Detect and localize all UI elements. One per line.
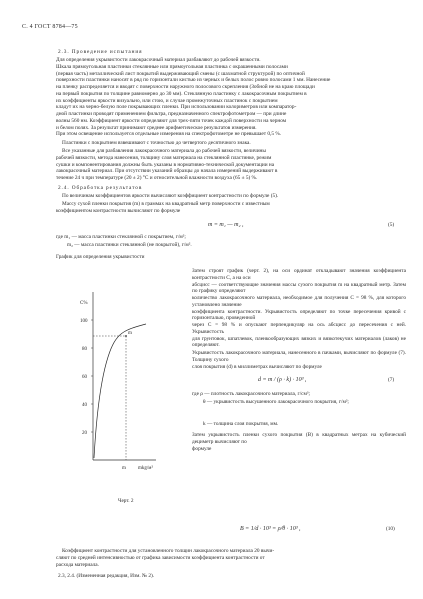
text-line: сляют по средней интенсивностью от графика зависимости коэффициента контрастности от [56,554,265,561]
section-2-3-paragraph-3 [56,148,406,182]
text-line: Пластинки с покрытием взвешивают с точностью до четвертого десятичного знака. [62,140,251,146]
right-column-paragraph-2 [192,350,406,370]
text-block: слоя покрытия (d) в миллиметрах вычисляют по формуле [192,363,322,370]
text-line: Для определения укрывистости лакокрасочный материал разбавляют до рабочей вязкости. [56,57,261,63]
formula-5: m = m₁ — m₂ , [208,222,244,228]
formula-7: d = m / (ρ · k) · 10³ , [258,377,307,383]
text-block: абсцисс — соответствующие значения массы сухого покрытия m на квадратный метр. Затем по графику определяют [192,281,406,295]
text-block: формуле [192,445,212,452]
contrast-curve [94,324,146,458]
section-2-3-paragraph-2 [56,140,406,147]
amendment-note: 2.3, 2.4. (Измененная редакция, Изм. № 2). [58,573,155,579]
text-line: дной пластинки проводят применением фильтра, предназначенного спектрофотометром — при длине [56,111,287,117]
graph-figure [56,262,161,502]
x-axis-point-label: m [122,466,126,471]
y-tick-label: 60 [82,375,87,380]
section-2-4-heading: 2.4. Обработка результатов [58,185,143,191]
text-line: на первый покрытия по толщине равномерно до 30 мм). Стеклянную пластинку с лакокрасочным покрытием в [56,90,307,97]
right-column-paragraph-1 [192,268,406,349]
right-column-paragraph-3 [192,432,406,452]
text-line: поверхности пластинки наносят в ряд по горизонтали кистью из черных и белых полос ровно полосами 1 мм. Нанесение [56,77,331,84]
text-line: Массу сухой пленки покрытия (m) в граммах на квадратный метр поверхности с известным [62,201,270,207]
y-ticks [80,319,93,436]
text-line: Коэффициент контрастности для установленного толщин лакокрасочного материала 20 вычи- [62,548,275,554]
text-block: коэффициента контрастности. Укрывистость определяют по точке пересечения кривой с горизонталью, проведенной [192,308,406,322]
text-line: Все указанные для разбавления лакокрасочного материала до рабочей вязкости, величины [62,148,266,154]
text-line: лакокрасочный материал. При отсутствии указаний образцы до начала измерений выдерживают в [56,168,278,175]
text-block: количество лакокрасочного материала, необходимое для получения C = 98 %, для которого установлено значение [192,295,406,308]
text-line: и белом полях. За результат принимают среднее арифметическое результатов измерения. [56,124,257,131]
section-2-4-paragraph-1 [56,193,406,200]
text-line: их коэффициенты яркости визуально, или стою, и случае промежуточных пластинок с покрытием [56,97,278,104]
text-line: кладут их на черно-белую поле покрывающих пленки. При использовании колориметров или компаратор- [56,104,297,111]
section-2-4-paragraph-2 [56,201,406,215]
section-2-3-paragraph-1 [56,57,406,138]
text-block: θ — укрывистость высушенного лакокрасочного покрытия, г/м²; [203,399,349,405]
standard-reference: С. 4 ГОСТ 8784—75 [22,24,78,30]
y-tick-label: 100 [80,319,88,324]
graph-title: График для определения укрывистости [56,254,145,260]
formula-10-number: (10) [386,526,395,532]
definition-k: k — толщина слоя покрытия, мм. [203,421,279,427]
y-tick-label: 20 [82,431,87,436]
definition-m2: m₂ — масса пластинки стеклянной (не покрытой), г/м². [67,242,192,248]
y-tick-label: 40 [82,403,87,408]
text-line: рабочей вязкости, метода нанесения, толщину слоя материала на стеклянной пластинке, режим [56,154,272,161]
section-2-3-heading: 2.3. Проведение испытания [58,49,143,55]
formula-5-number: (5) [388,222,395,228]
text-line: Шкала прямоугольная пластинки стеклянные или прямоугольная пластинка с окрашенными полосами [56,63,288,70]
text-block: для грунтовок, шпатлевок, пленкообразующих вязких и вязкотекучих материалов (лаков) не определяют. [192,335,406,349]
contrast-graph [56,262,161,502]
text-line: расхода материала. [56,561,99,568]
text-line: коэффициентом контрастности вычисляют по формуле [56,207,181,214]
intersection-point [125,335,127,337]
formula-10: B = 1/d · 10³ = ρ/θ · 10³ , [240,526,301,532]
x-axis-label: mkg/м² [138,466,153,471]
text-line: на пленку распределяется и вводят с поверхности наружного полосового скрепления (Зобной не на краю площади [56,84,315,90]
formula-7-number: (7) [388,377,395,383]
y-tick-label: 80 [82,347,87,352]
definition-m1: где m₁ — масса пластинки стеклянной с покрытием, г/м²; [56,234,186,240]
text-block: Затем строят график (черт. 2), на оси ординат откладывают значения коэффициента контрастности C, а на оси [192,268,406,281]
point-label: m [128,331,132,336]
footer-paragraph [56,548,406,568]
text-line: волны 560 нм. Коэффициент яркости определяют для трех-пяти точек каждой поверхности на черном [56,117,287,124]
definition-theta [203,399,403,406]
text-line: течение 24 ч при температуре (20 ± 2) °С и относительной влажности воздуха (65 ± 5) %. [56,175,258,181]
text-block: Затем укрывистость пленки сухого покрытия (В) в квадратных метрах на кубический дециметр вычисляют по [192,432,406,445]
text-line: По величинам коэффициентов яркости вычисляют коэффициент контрастности по формуле (5). [62,193,279,199]
definition-rho: где ρ — плотность лакокрасочного материала, г/см³; [192,391,310,397]
figure-caption: Черт. 2 [118,498,134,504]
text-line: При этом освещение используется отдельные измерения на спектрофотометре не превышает 0,5 %. [56,131,282,138]
text-line: сушки и компонентирования должны быть указаны в нормативно-технической документации на [56,161,275,168]
text-block: Укрывистость лакокрасочного материала, нанесенного в пачками, вычисляют по формуле (7). Толщину сухого [192,350,406,363]
y-axis-label: C% [80,301,88,306]
text-block: через C = 98 % и опускают перпендикуляр на ось абсцисс до пересечения с ней. Укрывистость [192,322,406,335]
text-line: (первая часть) металлический лист покрытий выдерживающий смены (с шахматной структурой) по оптичной [56,70,305,77]
